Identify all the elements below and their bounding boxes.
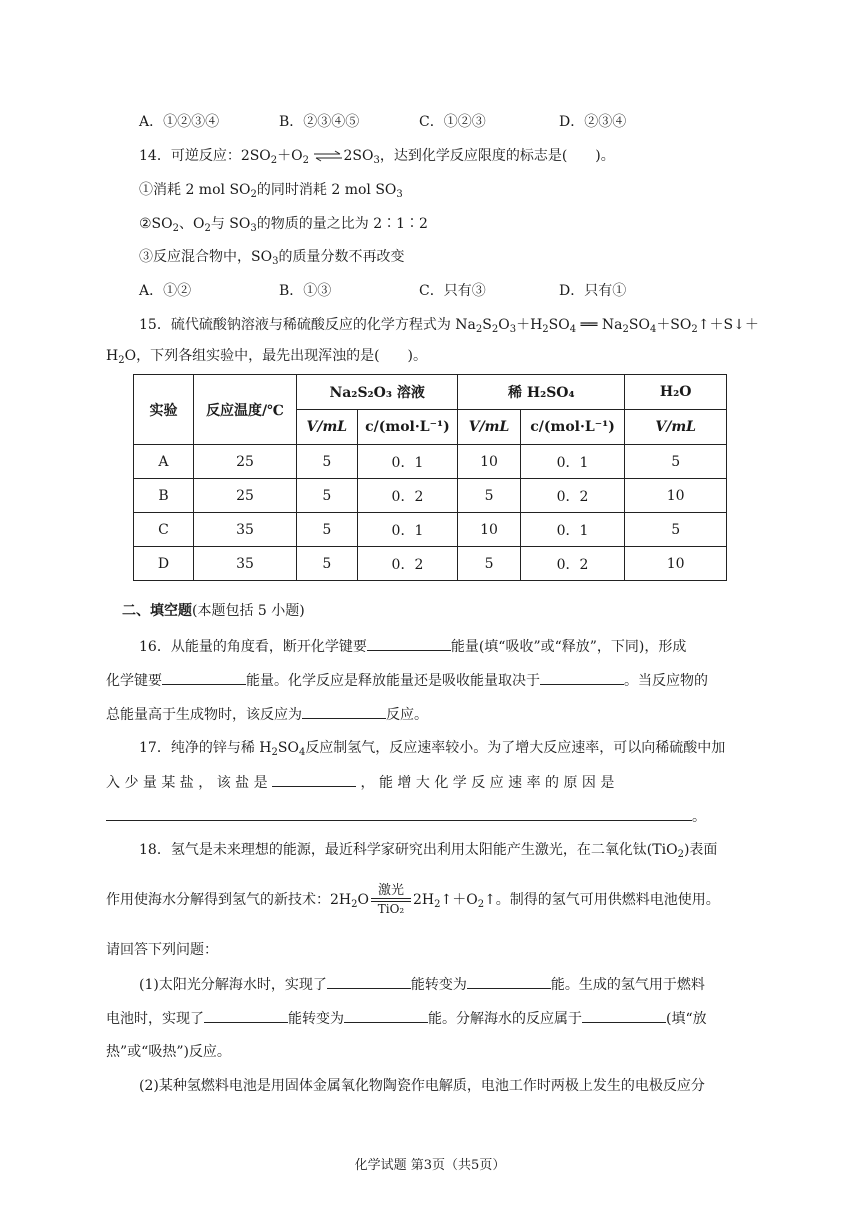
subheader-concentration: c/(mol·L⁻¹): [357, 410, 458, 445]
q18-equation-line: 作用使海水分解得到氢气的新技术：$2H_2O$ $\frac{\text{激光}}{\text{TiO₂}}$ $2H_2↑+O_2↑$。制得的氢气可用供燃料电池使用。: [106, 883, 720, 916]
q17-line1: 17．纯净的锌与稀 $H_2SO_4$反应制氢气，反应速率较小。为了增大反应速率，可以向稀硫酸中加: [139, 740, 726, 758]
page-footer: 化学试题 第3页（共5页）: [354, 1158, 506, 1173]
q14-options: [139, 281, 699, 301]
q13-options: [139, 112, 699, 132]
blank-field: [302, 704, 386, 719]
q14-statement-1: ①消耗 2 mol $SO_2$的同时消耗 2 mol $SO_3$: [139, 182, 403, 200]
blank-field: [162, 670, 246, 685]
header-water: H₂O: [625, 375, 727, 410]
q14-option-a: A．①②: [139, 283, 192, 299]
q16-line2: 化学键要 能量。化学反应是释放能量还是吸收能量取决于 。当反应物的: [106, 670, 708, 691]
subheader-concentration: c/(mol·L⁻¹): [520, 410, 625, 445]
reaction-condition: $\frac{\text{激光}}{\text{TiO₂}}$: [371, 883, 411, 917]
blank-field: [272, 772, 356, 787]
q13-option-a: A．①②③④: [139, 114, 220, 130]
q14-statement-3: ③反应混合物中，$SO_3$的质量分数不再改变: [139, 249, 405, 267]
table-row: B 25 5 0．2 5 0．2 10: [134, 479, 727, 513]
q18-part1-line1: (1)太阳光分解海水时，实现了 能转变为 能。生成的氢气用于燃料: [139, 974, 705, 995]
blank-field: [106, 806, 692, 821]
header-temperature: 反应温度/℃: [193, 375, 296, 445]
q18-part2-line1: (2)某种氢燃料电池是用固体金属氧化物陶瓷作电解质，电池工作时两极上发生的电极反应分: [139, 1078, 705, 1094]
q18-prompt: 请回答下列问题：: [106, 942, 218, 958]
table-row: C 35 5 0．1 10 0．1 5: [134, 513, 727, 547]
table-row: A 25 5 0．1 10 0．1 5: [134, 445, 727, 479]
blank-field: [582, 1008, 666, 1023]
subheader-volume: V/mL: [297, 410, 358, 445]
q13-option-b: B．②③④⑤: [279, 114, 360, 130]
q14-stem: 14．可逆反应：$2SO_2+O_2$ $2SO_3$，达到化学反应限度的标志是( )。: [139, 148, 615, 166]
q14-option-b: B．①③: [279, 283, 332, 299]
blank-field: [344, 1008, 428, 1023]
blank-field: [467, 974, 551, 989]
subheader-volume: V/mL: [625, 410, 727, 445]
q14-option-d: D．只有①: [559, 283, 627, 299]
table-row: D 35 5 0．2 5 0．2 10: [134, 547, 727, 581]
q13-option-c: C．①②③: [419, 114, 486, 130]
q15-stem-line1: 15．硫代硫酸钠溶液与稀硫酸反应的化学方程式为 $Na_2S_2O_3+H_2SO_4$ ══ $Na_2SO_4+SO_2↑+S↓+$: [139, 317, 759, 335]
section-heading: 二、填空题(本题包括 5 小题): [122, 603, 305, 619]
q15-stem-line2: $H_2O$，下列各组实验中，最先出现浑浊的是( )。: [106, 348, 427, 366]
q18-part1-line2: 电池时，实现了 能转变为 能。分解海水的反应属于 (填“放: [106, 1008, 707, 1029]
blank-field: [204, 1008, 288, 1023]
header-experiment: 实验: [134, 375, 194, 445]
experiment-table: [133, 374, 727, 581]
blank-field: [367, 636, 451, 651]
subheader-volume: V/mL: [458, 410, 521, 445]
q14-statement-2: $②SO_2$、$O_2$与 $SO_3$的物质的量之比为 2∶1∶2: [139, 216, 428, 234]
blank-field: [540, 670, 624, 685]
q16-line3: 总能量高于生成物时，该反应为 反应。: [106, 704, 428, 725]
header-na2s2o3: Na₂S₂O₃ 溶液: [297, 375, 458, 410]
blank-field: [327, 974, 411, 989]
q18-part1-line3: 热”或“吸热”)反应。: [106, 1044, 231, 1060]
q17-line2: 入 少 量 某 盐 ， 该 盐 是 ， 能 增 大 化 学 反 应 速 率 的 原 因 是: [106, 772, 614, 793]
q18-line1: 18．氢气是未来理想的能源，最近科学家研究出利用太阳能产生激光，在二氧化钛(TiO$_2$)表面: [139, 842, 718, 860]
q14-option-c: C．只有③: [419, 283, 486, 299]
q17-line3: 。: [106, 806, 706, 827]
q16-line1: 16．从能量的角度看，断开化学键要 能量(填“吸收”或“释放”，下同)，形成: [139, 636, 686, 657]
reversible-arrow-icon: [313, 150, 343, 162]
header-h2so4: 稀 H₂SO₄: [458, 375, 625, 410]
q13-option-d: D．②③④: [559, 114, 627, 130]
